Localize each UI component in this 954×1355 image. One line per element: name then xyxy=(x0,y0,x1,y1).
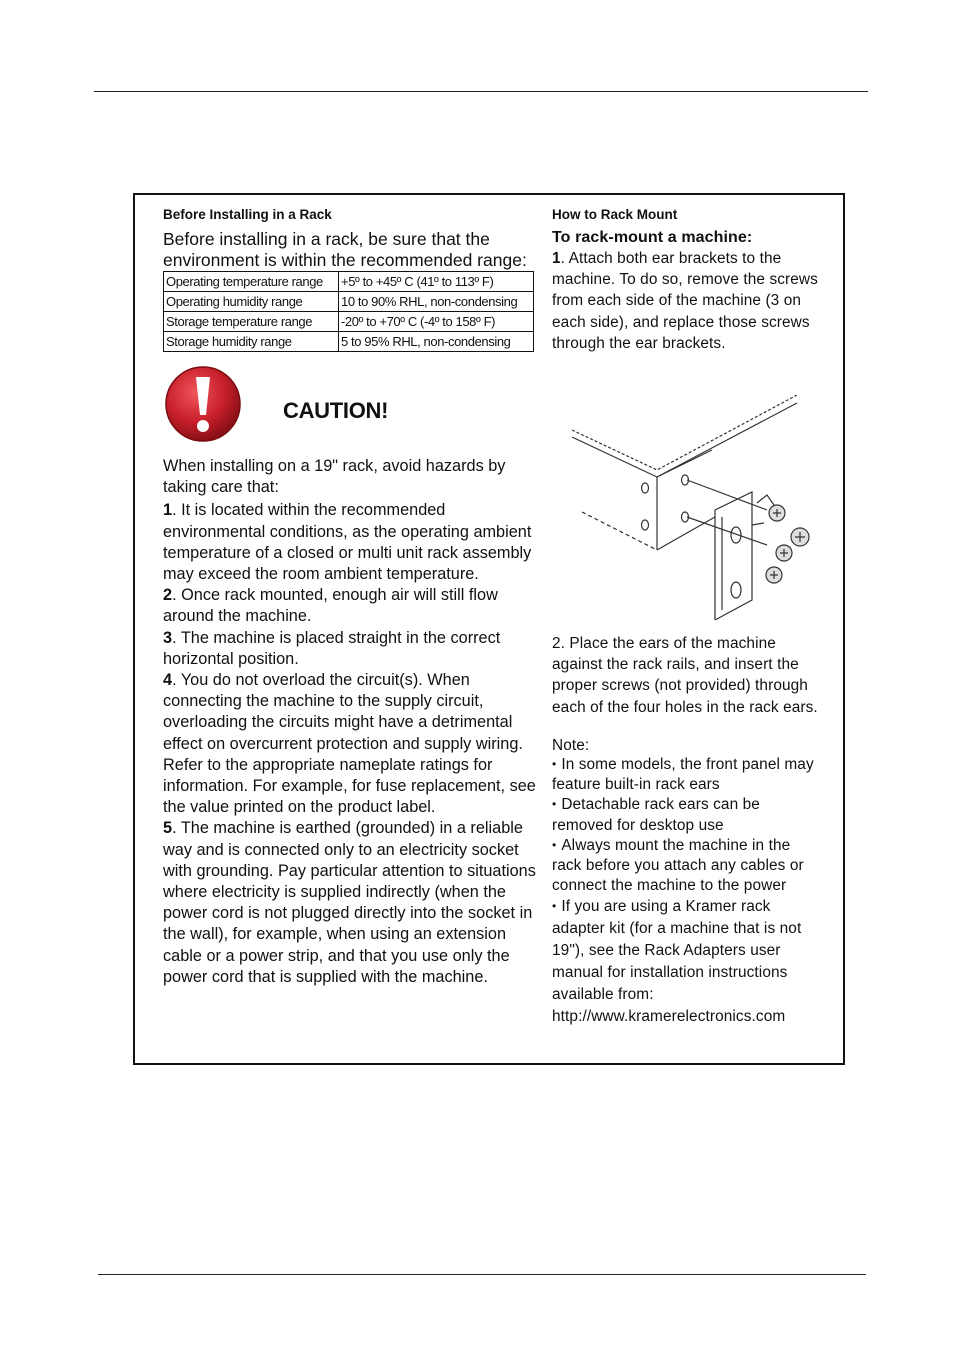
rack-mount-heading: How to Rack Mount xyxy=(552,207,678,222)
rack-ear-bracket-diagram xyxy=(552,395,817,620)
list-item: • If you are using a Kramer rack adapter kit (for a machine that is not 19"), see the Rack Adapters user manual for installation instructions available from: xyxy=(552,896,822,1006)
table-cell: Operating humidity range xyxy=(164,292,339,312)
caution-intro: When installing on a 19" rack, avoid hazards by taking care that: xyxy=(163,457,506,497)
table-cell: 5 to 95% RHL, non-condensing xyxy=(339,332,534,352)
notes-list xyxy=(552,755,822,1028)
list-item: 4. You do not overload the circuit(s). When connecting the machine to the supply circuit, overloading the circuits might have a detrimental effect on overcurrent protection and supply wiring. Refer to the appropriate nameplate ratings for information. For example, for fuse replacement, see the value printed on the product label. xyxy=(163,671,536,817)
list-item: 2. Once rack mounted, enough air will still flow around the machine. xyxy=(163,586,498,626)
table-row xyxy=(164,292,534,312)
header-rule xyxy=(94,91,868,92)
exclamation-icon xyxy=(164,365,242,443)
table-row xyxy=(164,272,534,292)
list-item: • Always mount the machine in the rack before you attach any cables or connect the machine to the power xyxy=(552,836,822,897)
table-cell: Operating temperature range xyxy=(164,272,339,292)
rack-mount-subheading: To rack-mount a machine: xyxy=(552,229,753,246)
table-cell: +5º to +45º C (41º to 113º F) xyxy=(339,272,534,292)
intro-line-1: Before installing in a rack, be sure that the xyxy=(163,229,490,249)
before-installing-heading: Before Installing in a Rack xyxy=(163,207,332,222)
list-item: 1. It is located within the recommended environmental conditions, as the operating ambient temperature of a closed or multi unit rack assembly may exceed the room ambient temperature. xyxy=(163,501,532,584)
step-1: 1. Attach both ear brackets to the machine. To do so, remove the screws from each side of the machine (3 on each side), and replace those screws through the ear brackets. xyxy=(552,250,818,352)
caution-body xyxy=(163,456,538,988)
list-item: • Detachable rack ears can be removed for desktop use xyxy=(552,795,822,835)
table-row xyxy=(164,312,534,332)
rack-safety-panel xyxy=(133,193,845,1065)
list-item: • In some models, the front panel may feature built-in rack ears xyxy=(552,755,822,795)
table-cell: Storage humidity range xyxy=(164,332,339,352)
caution-title: CAUTION! xyxy=(283,398,389,423)
environment-table xyxy=(163,271,534,352)
kramer-url: http://www.kramerelectronics.com xyxy=(552,1008,786,1026)
footer-rule xyxy=(98,1274,866,1275)
note-label: Note: xyxy=(552,737,590,754)
list-item: 3. The machine is placed straight in the correct horizontal position. xyxy=(163,628,501,668)
list-item: 5. The machine is earthed (grounded) in a reliable way and is connected only to an electricity socket with grounding. Pay particular attention to situations where electricity is supplied indirectly (when the power cord is not plugged directly into the socket in the wall), for example, when using an extension cable or a power strip, and that you use only the power cord that is supplied with the machine. xyxy=(163,819,536,986)
step-2: 2. Place the ears of the machine against the rack rails, and insert the proper screws (not provided) through each of the four holes in the rack ears. xyxy=(552,635,818,716)
intro-line-2: environment is within the recommended range: xyxy=(163,250,527,270)
table-cell: -20º to +70º C (-4º to 158º F) xyxy=(339,312,534,332)
table-row xyxy=(164,332,534,352)
table-cell: 10 to 90% RHL, non-condensing xyxy=(339,292,534,312)
table-cell: Storage temperature range xyxy=(164,312,339,332)
